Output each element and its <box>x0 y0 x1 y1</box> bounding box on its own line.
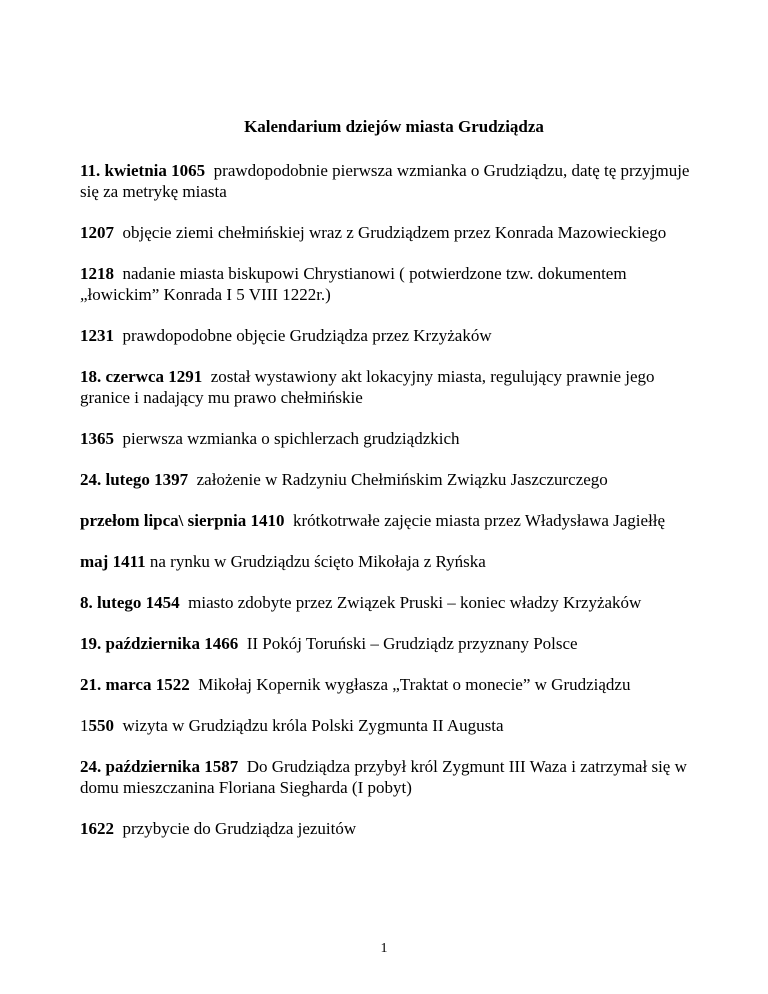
entry-text: nadanie miasta biskupowi Chrystianowi ( potwierdzone tzw. dokumentem „łowickim” Konrada I 5 VIII 1222r.) <box>80 264 627 304</box>
entry-text: na rynku w Grudziądzu ścięto Mikołaja z Ryńska <box>149 552 486 571</box>
entry-date: 19. października 1466 <box>80 634 239 653</box>
timeline-entry <box>80 715 700 736</box>
entry-date: 21. marca 1522 <box>80 675 190 694</box>
entry-date: 1365 <box>80 429 114 448</box>
timeline-entry <box>80 510 700 531</box>
entry-text: krótkotrwałe zajęcie miasta przez Władysława Jagiełłę <box>292 511 666 530</box>
timeline-entry <box>80 592 700 613</box>
entry-text: objęcie ziemi chełmińskiej wraz z Grudziądzem przez Konrada Mazowieckiego <box>122 223 667 242</box>
document-title: Kalendarium dziejów miasta Grudziądza <box>244 117 544 136</box>
entry-text: miasto zdobyte przez Związek Pruski – koniec władzy Krzyżaków <box>188 593 642 612</box>
page-number: 1 <box>380 941 388 956</box>
timeline-entry <box>80 222 700 243</box>
entry-text: wizyta w Grudziądzu króla Polski Zygmunta II Augusta <box>122 716 504 735</box>
entry-date: 1622 <box>80 819 114 838</box>
timeline-entry <box>80 263 700 305</box>
entry-text: Do Grudziądza przybył król Zygmunt III Waza i zatrzymał się w domu mieszczanina Floriana Siegharda (I pobyt) <box>80 757 687 797</box>
timeline-entry <box>80 633 700 654</box>
entry-date: 550 <box>88 716 114 735</box>
timeline-entry <box>80 674 700 695</box>
timeline-entry <box>80 818 700 839</box>
entry-date: maj 1411 <box>80 552 146 571</box>
entry-text: pierwsza wzmianka o spichlerzach grudziądzkich <box>122 429 460 448</box>
entry-date: 11. kwietnia 1065 <box>80 161 206 180</box>
entry-date: przełom lipca\ sierpnia 1410 <box>80 511 285 530</box>
entry-date: 1231 <box>80 326 114 345</box>
timeline-entry <box>80 469 700 490</box>
timeline-entry <box>80 325 700 346</box>
entry-text: II Pokój Toruński – Grudziądz przyznany Polsce <box>246 634 578 653</box>
entry-date: 1218 <box>80 264 114 283</box>
entry-text: prawdopodobne objęcie Grudziądza przez Krzyżaków <box>122 326 492 345</box>
timeline-entry <box>80 366 700 408</box>
timeline-entry <box>80 756 700 798</box>
entry-text: został wystawiony akt lokacyjny miasta, regulujący prawnie jego granice i nadający mu prawo chełmińskie <box>80 367 655 407</box>
entry-date: 24. października 1587 <box>80 757 239 776</box>
timeline-entry <box>80 551 700 572</box>
entry-date: 18. czerwca 1291 <box>80 367 203 386</box>
document-page <box>80 116 700 859</box>
entry-date: 1207 <box>80 223 114 242</box>
entry-text: prawdopodobnie pierwsza wzmianka o Grudziądzu, datę tę przyjmuje się za metrykę miasta <box>80 161 690 201</box>
entry-date-prefix: 1 <box>80 716 89 735</box>
timeline-entry <box>80 160 700 202</box>
entry-text: Mikołaj Kopernik wygłasza „Traktat o monecie” w Grudziądzu <box>198 675 631 694</box>
entry-date: 8. lutego 1454 <box>80 593 180 612</box>
timeline-entry <box>80 428 700 449</box>
entry-text: założenie w Radzyniu Chełmińskim Związku Jaszczurczego <box>196 470 608 489</box>
entry-text: przybycie do Grudziądza jezuitów <box>122 819 357 838</box>
entry-date: 24. lutego 1397 <box>80 470 189 489</box>
